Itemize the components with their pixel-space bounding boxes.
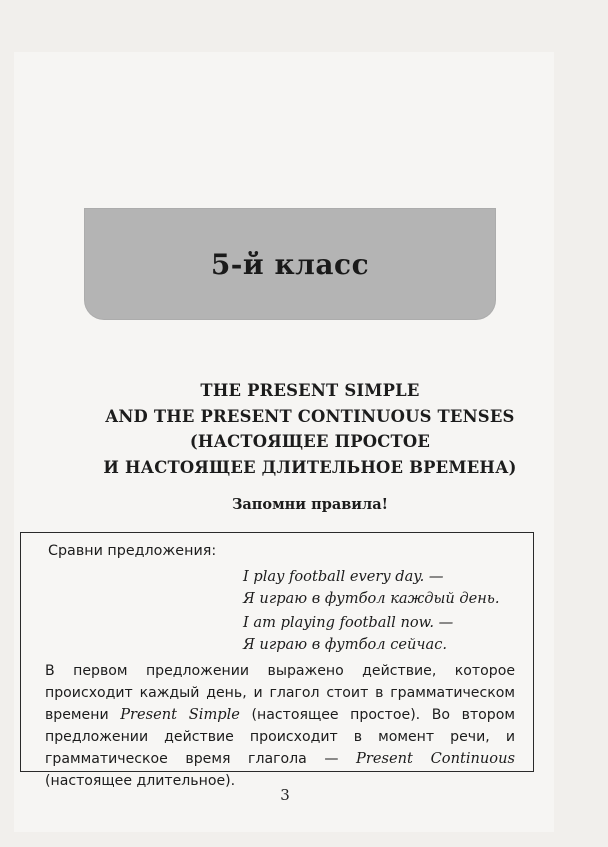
explanation-part-1: В первом предложении выражено действие, которое происходит каждый день, и глагол стоит в грамматическом времени	[45, 663, 515, 723]
example-2-english: I am playing football now. —	[243, 614, 454, 631]
tense-present-continuous: Present Continuous	[356, 750, 515, 767]
section-heading	[50, 378, 570, 480]
rule-explanation	[45, 660, 515, 792]
example-2	[243, 612, 533, 656]
compare-label: Сравни предложения:	[48, 543, 217, 559]
heading-line: THE PRESENT SIMPLE	[200, 381, 420, 400]
tense-present-simple: Present Simple	[120, 706, 240, 723]
heading-line: AND THE PRESENT CONTINUOUS TENSES	[105, 406, 515, 426]
show-through-text	[62, 64, 552, 197]
example-1-russian: Я играю в футбол каждый день.	[243, 590, 500, 607]
remember-rules-title: Запомни правила!	[231, 496, 389, 513]
explanation-part-2: (настоящее простое). Во втором предложении действие происходит в момент речи, и грамматическое время глагола —	[45, 707, 515, 767]
rule-box	[20, 532, 534, 789]
example-1-english: I play football every day. —	[243, 568, 444, 585]
heading-line: И НАСТОЯЩЕЕ ДЛИТЕЛЬНОЕ ВРЕМЕНА)	[103, 457, 517, 477]
heading-line: (НАСТОЯЩЕЕ ПРОСТОЕ	[189, 432, 431, 451]
grade-banner	[84, 208, 496, 320]
explanation-part-3: (настоящее длительное).	[45, 773, 236, 789]
grade-title: 5-й класс	[210, 247, 370, 281]
page-number: 3	[280, 786, 290, 804]
example-1	[243, 566, 533, 610]
example-2-russian: Я играю в футбол сейчас.	[243, 636, 448, 653]
